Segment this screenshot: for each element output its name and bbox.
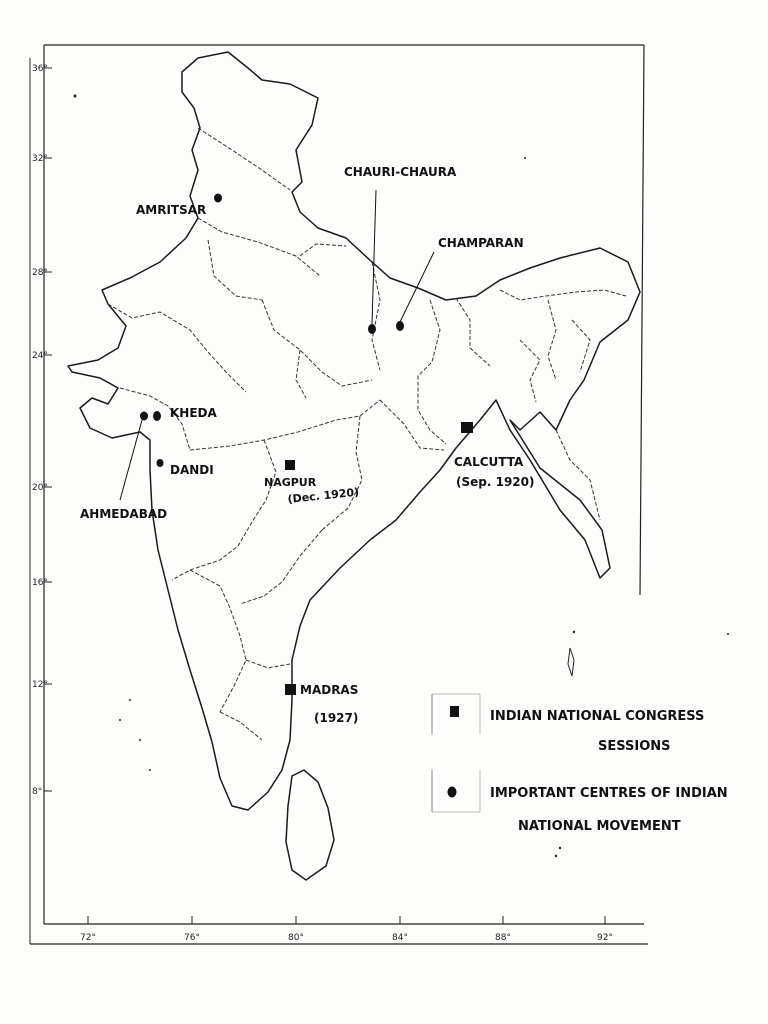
lat-tick-24: 24°: [32, 351, 48, 361]
leader-lines: [120, 190, 434, 500]
legend-congress-line2: SESSIONS: [598, 739, 671, 754]
kheda-marker: [153, 411, 161, 421]
movement-centres: [140, 194, 404, 468]
label-dandi: DANDI: [170, 463, 214, 477]
madras-marker: [285, 684, 296, 695]
lon-tick-72: 72°: [80, 933, 96, 943]
label-calcutta-date: (Sep. 1920): [456, 475, 535, 489]
label-champaran: CHAMPARAN: [438, 236, 524, 250]
lat-tick-12: 12°: [32, 680, 48, 690]
label-madras-date: (1927): [314, 711, 359, 725]
legend-congress-line1: INDIAN NATIONAL CONGRESS: [490, 709, 705, 724]
calcutta-marker: [461, 422, 473, 433]
legend-centres-swatch: [448, 787, 457, 798]
lat-tick-32: 32°: [32, 154, 48, 164]
dandi-marker: [157, 459, 164, 467]
label-kheda: KHEDA: [170, 406, 217, 420]
longitude-ticks: [80, 916, 613, 943]
sri-lanka-outline: [286, 770, 334, 880]
lon-tick-80: 80°: [288, 933, 304, 943]
lat-tick-28: 28°: [32, 268, 48, 278]
label-calcutta: CALCUTTA: [454, 455, 524, 469]
latitude-ticks: [32, 64, 52, 797]
label-ahmedabad: AHMEDABAD: [80, 507, 168, 521]
state-boundaries: [108, 128, 626, 740]
chauri-chaura-marker: [368, 324, 376, 334]
ahmedabad-marker: [140, 412, 148, 421]
amritsar-marker: [214, 194, 222, 203]
lon-tick-76: 76°: [184, 933, 200, 943]
place-labels: [80, 165, 534, 725]
lon-tick-92: 92°: [597, 933, 613, 943]
label-nagpur: NAGPUR: [264, 476, 317, 489]
lat-tick-20: 20°: [32, 483, 48, 493]
lat-tick-16: 16°: [32, 578, 48, 588]
lon-tick-84: 84°: [392, 933, 408, 943]
legend: [432, 694, 728, 834]
legend-centres-line2: NATIONAL MOVEMENT: [518, 819, 681, 834]
lon-tick-88: 88°: [495, 933, 511, 943]
nagpur-marker: [285, 460, 295, 470]
label-nagpur-date: (Dec. 1920): [286, 485, 360, 506]
label-chauri-chaura: CHAURI-CHAURA: [344, 165, 457, 179]
lat-tick-8: 8°: [32, 787, 43, 797]
label-madras: MADRAS: [300, 683, 359, 697]
legend-congress-swatch: [450, 706, 459, 717]
label-amritsar: AMRITSAR: [136, 203, 207, 217]
champaran-marker: [396, 321, 404, 331]
legend-centres-line1: IMPORTANT CENTRES OF INDIAN: [490, 786, 728, 801]
lat-tick-36: 36°: [32, 64, 48, 74]
